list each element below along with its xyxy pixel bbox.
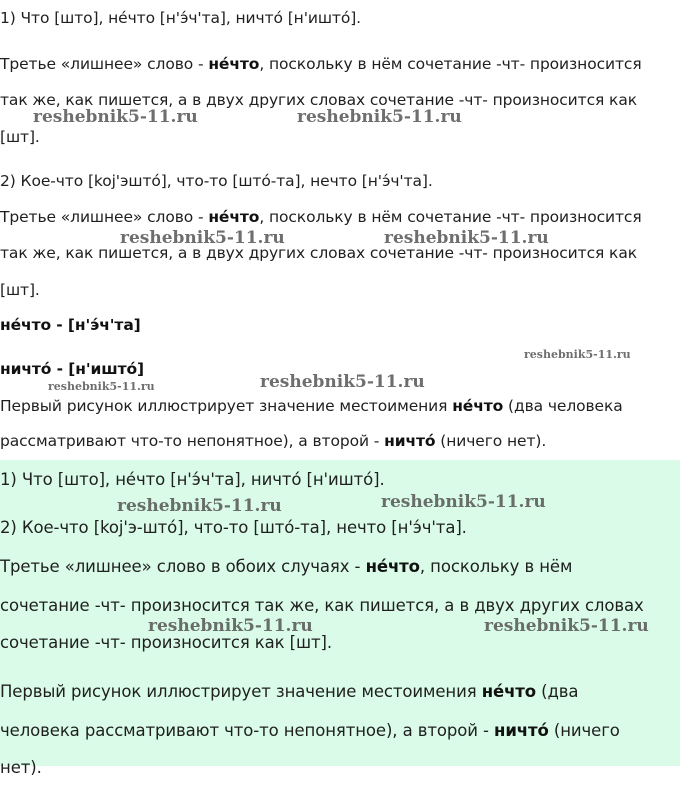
text-line: рассматривают что-то непонятное), а второй - ничто́ (ничего нет). — [0, 432, 547, 450]
watermark: reshebnik5-11.ru — [33, 107, 198, 127]
answer-line: человека рассматривают что-то непонятное), а второй - ничто́ (ничего — [0, 721, 620, 740]
text-line: так же, как пишется, а в двух других словах сочетание -чт- произносится как — [0, 244, 637, 262]
watermark: reshebnik5-11.ru — [148, 616, 313, 636]
text-line: 1) Что [што], не́что [н'э́ч'та], ничто́ [н'ишто́]. — [0, 9, 361, 27]
watermark: reshebnik5-11.ru — [48, 380, 155, 393]
clipped-line — [0, 750, 680, 777]
answer-line: 1) Что [што], не́что [н'э́ч'та], ничто́ [н'ишто́]. — [0, 470, 385, 489]
text-line: так же, как пишется, а в двух других словах сочетание -чт- произносится как — [0, 91, 637, 109]
answer-line: сочетание -чт- произносится так же, как пишется, а в двух других словах — [0, 596, 644, 615]
watermark: reshebnik5-11.ru — [297, 107, 462, 127]
answer-line: 2) Кое-что [koj'э-што́], что-то [што́-та], нечто [н'э́ч'та]. — [0, 518, 467, 537]
answer-line: сочетание -чт- произносится как [шт]. — [0, 633, 333, 652]
watermark: reshebnik5-11.ru — [260, 372, 425, 392]
answer-line: Третье «лишнее» слово в обоих случаях - не́что, поскольку в нём — [0, 557, 573, 576]
watermark: reshebnik5-11.ru — [117, 496, 282, 516]
watermark: reshebnik5-11.ru — [384, 228, 549, 248]
text-line: Третье «лишнее» слово - не́что, поскольку в нём сочетание -чт- произносится — [0, 55, 642, 73]
text-line: 2) Кое-что [koj'эшто́], что-то [што́-та], нечто [н'э́ч'та]. — [0, 172, 433, 190]
text-line: [шт]. — [0, 281, 40, 299]
watermark: reshebnik5-11.ru — [484, 616, 649, 636]
text-line: [шт]. — [0, 128, 40, 146]
watermark: reshebnik5-11.ru — [120, 228, 285, 248]
text-line: ничто́ - [н'ишто́] — [0, 360, 145, 378]
text-line: Первый рисунок иллюстрирует значение местоимения не́что (два человека — [0, 397, 623, 415]
answer-line: Первый рисунок иллюстрирует значение местоимения не́что (два — [0, 682, 579, 701]
watermark: reshebnik5-11.ru — [524, 348, 631, 361]
text-line: не́что - [н'э́ч'та] — [0, 316, 141, 334]
text-line: Третье «лишнее» слово - не́что, поскольку в нём сочетание -чт- произносится — [0, 208, 642, 226]
answer-line: нет). — [0, 758, 42, 777]
watermark: reshebnik5-11.ru — [381, 492, 546, 512]
